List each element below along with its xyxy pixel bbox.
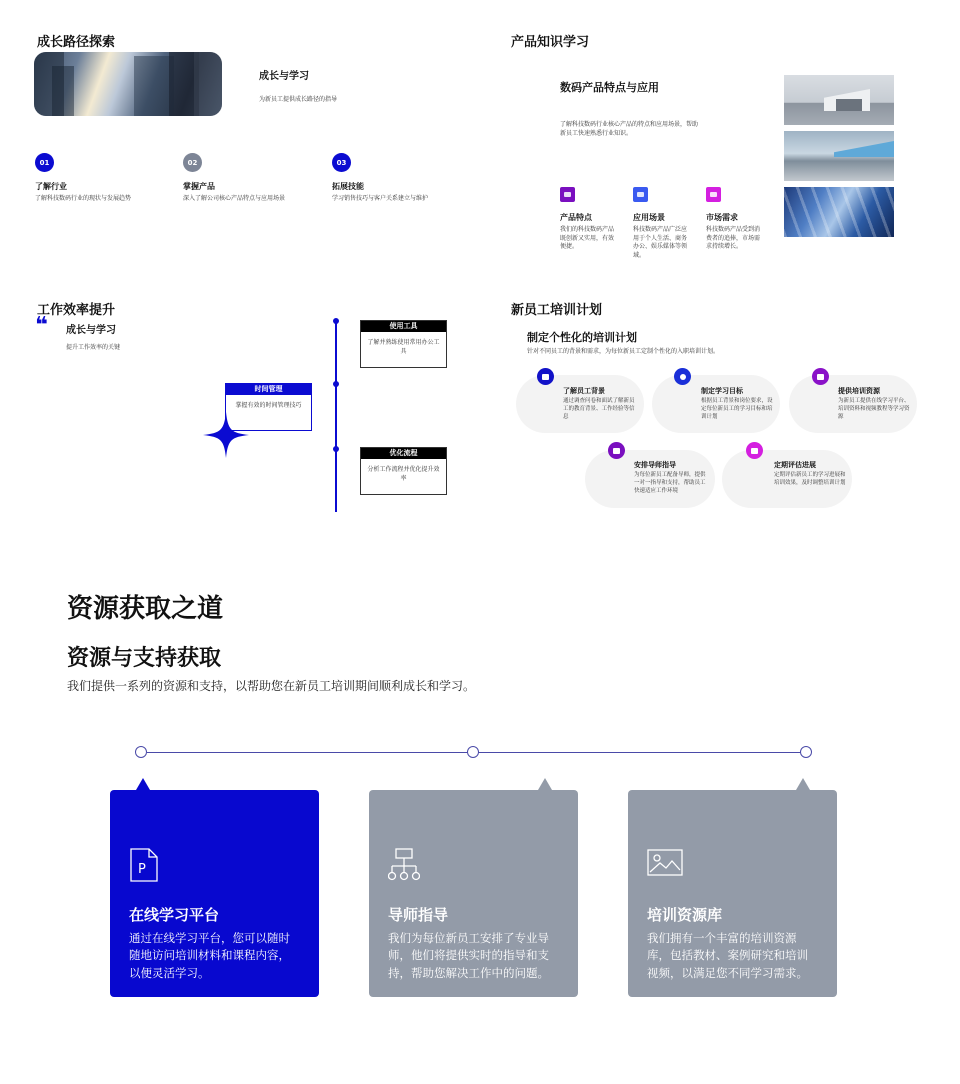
item-desc: 科技数码产品受到消费者的追捧，市场需求持续增长。 [706,226,761,251]
plan-text [563,386,637,422]
section-subtitle: 数码产品特点与应用 [560,81,659,94]
plan-icon [674,368,691,385]
item-desc: 根据员工背景和岗位要求，设定每位新员工的学习目标和培训计划 [701,398,773,420]
glass-facade-photo [784,187,894,237]
step-number-badge: 01 [35,153,54,172]
timeline-dot [333,446,339,452]
plan-icon [608,442,625,459]
timeline-dot [333,381,339,387]
step-number-badge: 02 [183,153,202,172]
plan-icon [746,442,763,459]
product-feature-item [560,187,618,252]
timeline-dot [333,318,339,324]
p-document-icon [129,848,159,882]
step-desc: 学习销售技巧与客户关系建立与维护 [332,195,429,202]
step-item [332,153,482,204]
card-desc: 通过在线学习平台，您可以随时随地访问培训材料和课程内容，以便灵活学习。 [129,931,290,980]
section-desc: 了解科技数码行业核心产品的特点和应用场景，帮助新员工快速熟悉行业知识。 [560,121,699,137]
resource-card[interactable] [369,790,578,997]
architecture-photo [784,75,894,125]
intro-text: 我们提供一系列的资源和支持，以帮助您在新员工培训期间顺利成长和学习。 [67,679,476,693]
step-title: 拓展技能 [332,182,364,191]
plan-text [634,460,708,496]
timeline-line [335,319,337,512]
item-desc: 我们的科技数码产品既创新又实用，有效便捷。 [560,226,615,251]
product-feature-item [633,187,691,261]
page-title: 资源获取之道 [67,594,224,624]
item-desc: 为新员工提供在线学习平台、培训资料和视频教程等学习资源 [838,398,910,420]
plan-icon [537,368,554,385]
item-title: 产品特点 [560,213,592,222]
step-title: 掌握产品 [183,182,215,191]
section-desc: 为新员工提供成长路径的指导 [259,96,338,103]
card-icon [706,187,721,202]
card-icon [560,187,575,202]
box-title: 时间管理 [226,384,311,395]
item-desc: 定期评估新员工的学习进展和培训效果，及时调整培训计划 [774,472,846,486]
item-title: 安排导师指导 [634,461,676,469]
item-title: 市场需求 [706,213,738,222]
box-desc: 分析工作流程并优化提升效率 [367,466,440,482]
item-title: 提供培训资源 [838,387,880,395]
plan-text [774,460,848,488]
item-title: 应用场景 [633,213,665,222]
card-icon [633,187,648,202]
card-desc: 我们为每位新员工安排了专业导师，他们将提供实时的指导和支持，帮助您解决工作中的问题。 [388,931,549,980]
org-chart-icon [388,848,420,882]
resource-card[interactable] [110,790,319,997]
step-desc: 了解科技数码行业的现状与发展趋势 [35,195,132,202]
quote-icon: ❝ [35,313,48,338]
progress-dot [135,746,147,758]
box-title: 优化流程 [361,448,446,459]
timeline-box [360,320,447,368]
item-desc: 为每位新员工配备导师，提供一对一指导和支持，帮助员工快速适应工作环境 [634,472,706,494]
plaza-photo [784,131,894,181]
item-title: 制定学习目标 [701,387,743,395]
sparkle-star-icon [203,412,249,458]
section-desc: 针对不同员工的背景和需求，为每位新员工定制个性化的入职培训计划。 [527,348,720,355]
card-pointer [136,778,150,790]
step-desc: 深入了解公司核心产品特点与应用场景 [183,195,286,202]
panel-title: 产品知识学习 [511,35,590,50]
panel-title: 工作效率提升 [37,303,116,318]
item-desc: 科技数码产品广泛应用于个人生活、商务办公、娱乐媒体等领域。 [633,226,688,260]
progress-dot [467,746,479,758]
svg-text:P: P [138,862,146,877]
card-desc: 我们拥有一个丰富的培训资源库，包括教材、案例研究和培训视频，以满足您不同学习需求。 [647,931,808,980]
section-subtitle: 成长与学习 [66,325,116,336]
box-desc: 掌握有效的时间管理技巧 [235,402,302,409]
plan-text [701,386,775,422]
section-subtitle: 制定个性化的培训计划 [527,331,637,344]
card-pointer [538,778,552,790]
box-desc: 了解并熟练使用常用办公工具 [367,339,440,355]
card-title: 导师指导 [388,906,449,924]
plan-icon [812,368,829,385]
panel-title: 成长路径探索 [37,35,116,50]
plan-text [838,386,912,422]
resource-card[interactable] [628,790,837,997]
card-title: 培训资源库 [647,906,723,924]
city-buildings-image [34,52,222,116]
step-number-badge: 03 [332,153,351,172]
timeline-box [360,447,447,495]
section-subtitle: 成长与学习 [259,71,309,82]
step-title: 了解行业 [35,182,67,191]
step-item [183,153,333,204]
box-title: 使用工具 [361,321,446,332]
item-desc: 通过调查问卷和面试了解新员工的教育背景、工作经验等信息 [563,398,635,420]
card-pointer [796,778,810,790]
panel-title: 新员工培训计划 [511,303,603,318]
progress-dot [800,746,812,758]
section-desc: 提升工作效率的关键 [66,344,121,351]
section-heading: 资源与支持获取 [67,646,222,671]
image-icon [647,848,683,878]
item-title: 定期评估进展 [774,461,816,469]
item-title: 了解员工背景 [563,387,605,395]
step-item [35,153,185,204]
card-title: 在线学习平台 [129,906,220,924]
product-feature-item [706,187,764,252]
